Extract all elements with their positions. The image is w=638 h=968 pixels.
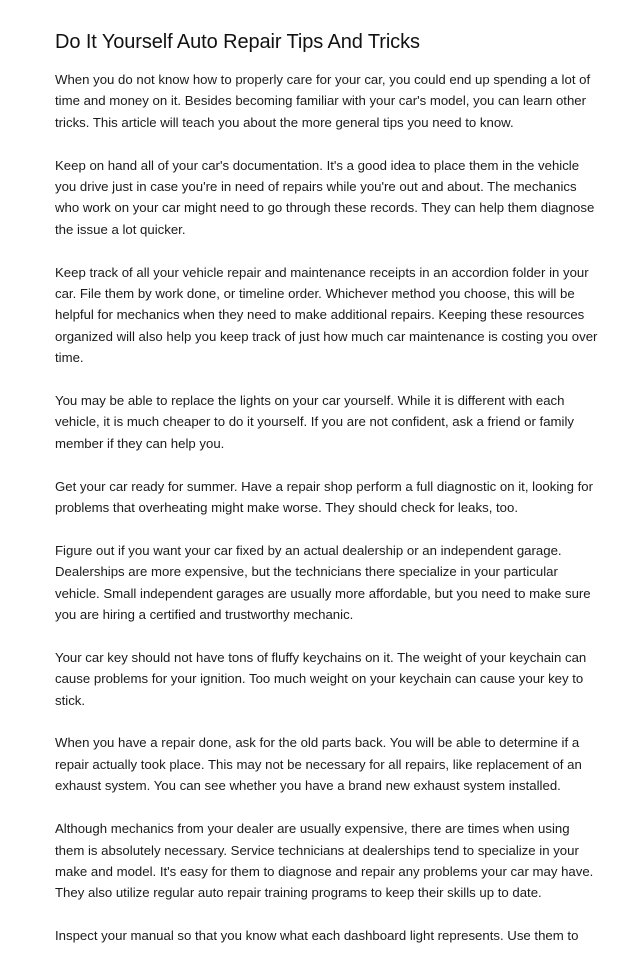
- paragraph-line: member if they can help you.: [55, 435, 225, 451]
- paragraph: [55, 647, 595, 711]
- paragraph-line: Get your car ready for summer. Have a repair shop perform a full diagnostic on it, looking for: [55, 478, 594, 494]
- paragraph-line: Your car key should not have tons of fluffy keychains on it. The weight of your keychain can: [55, 649, 587, 665]
- paragraph-line: exhaust system. You can see whether you have a brand new exhaust system installed.: [55, 778, 561, 794]
- paragraph-line: helpful for mechanics when they need to make additional repairs. Keeping these resources: [55, 307, 585, 323]
- paragraph-line: vehicle, it is much cheaper to do it yourself. If you are not confident, ask a friend or family: [55, 414, 574, 430]
- paragraph-line: the issue a lot quicker.: [55, 221, 186, 237]
- paragraph-line: organized will also help you keep track of just how much car maintenance is costing you over: [55, 328, 598, 344]
- paragraph-line: Inspect your manual so that you know what each dashboard light represents. Use them to: [55, 928, 579, 944]
- paragraph-line: Keep on hand all of your car's documentation. It's a good idea to place them in the vehicle: [55, 157, 580, 173]
- paragraph-line: tricks. This article will teach you about the more general tips you need to know.: [55, 114, 514, 130]
- paragraph-line: time and money on it. Besides becoming familiar with your car's model, you can learn other: [55, 93, 587, 109]
- paragraph-line: make and model. It's easy for them to diagnose and repair any problems your car may have.: [55, 863, 594, 879]
- paragraph: [55, 732, 595, 796]
- paragraph-line: who work on your car might need to go through these records. They can help them diagnose: [55, 200, 595, 216]
- paragraph-line: car. File them by work done, or timeline order. Whichever method you choose, this will be: [55, 286, 575, 302]
- paragraph: [55, 540, 595, 626]
- paragraph: [55, 155, 595, 241]
- paragraph-line: Keep track of all your vehicle repair and maintenance receipts in an accordion folder in your: [55, 264, 589, 280]
- paragraph: [55, 818, 595, 904]
- paragraph-line: repair actually took place. This may not be necessary for all repairs, like replacement of an: [55, 756, 582, 772]
- paragraph: [55, 390, 595, 454]
- paragraph-line: you drive just in case you're in need of repairs while you're out and about. The mechanics: [55, 179, 577, 195]
- paragraph-line: Dealerships are more expensive, but the technicians there specialize in your particular: [55, 564, 558, 580]
- paragraph-line: you are hiring a certified and trustworthy mechanic.: [55, 607, 354, 623]
- document-body: [55, 69, 598, 968]
- paragraph-line: them is absolutely necessary. Service technicians at dealerships tend to specialize in your: [55, 842, 579, 858]
- paragraph: [55, 262, 598, 369]
- paragraph-line: problems that overheating might make worse. They should check for leaks, too.: [55, 500, 519, 516]
- document-title: Do It Yourself Auto Repair Tips And Tricks: [55, 31, 420, 53]
- paragraph-line: They also utilize regular auto repair training programs to keep their skills up to date.: [55, 885, 542, 901]
- paragraph-line: You may be able to replace the lights on your car yourself. While it is different with each: [55, 393, 565, 409]
- paragraph-line: vehicle. Small independent garages are usually more affordable, but you need to make sure: [55, 585, 591, 601]
- paragraph: [55, 69, 595, 133]
- paragraph: [55, 925, 595, 946]
- paragraph-line: Figure out if you want your car fixed by an actual dealership or an independent garage.: [55, 542, 562, 558]
- paragraph: [55, 476, 595, 519]
- paragraph-line: When you do not know how to properly care for your car, you could end up spending a lot of: [55, 72, 591, 87]
- paragraph-line: cause problems for your ignition. Too much weight on your keychain can cause your key to: [55, 671, 584, 687]
- paragraph-line: Although mechanics from your dealer are usually expensive, there are times when using: [55, 821, 570, 837]
- paragraph-line: time.: [55, 350, 84, 366]
- paragraph-line: stick.: [55, 692, 86, 708]
- paragraph-line: When you have a repair done, ask for the old parts back. You will be able to determine if a: [55, 735, 580, 751]
